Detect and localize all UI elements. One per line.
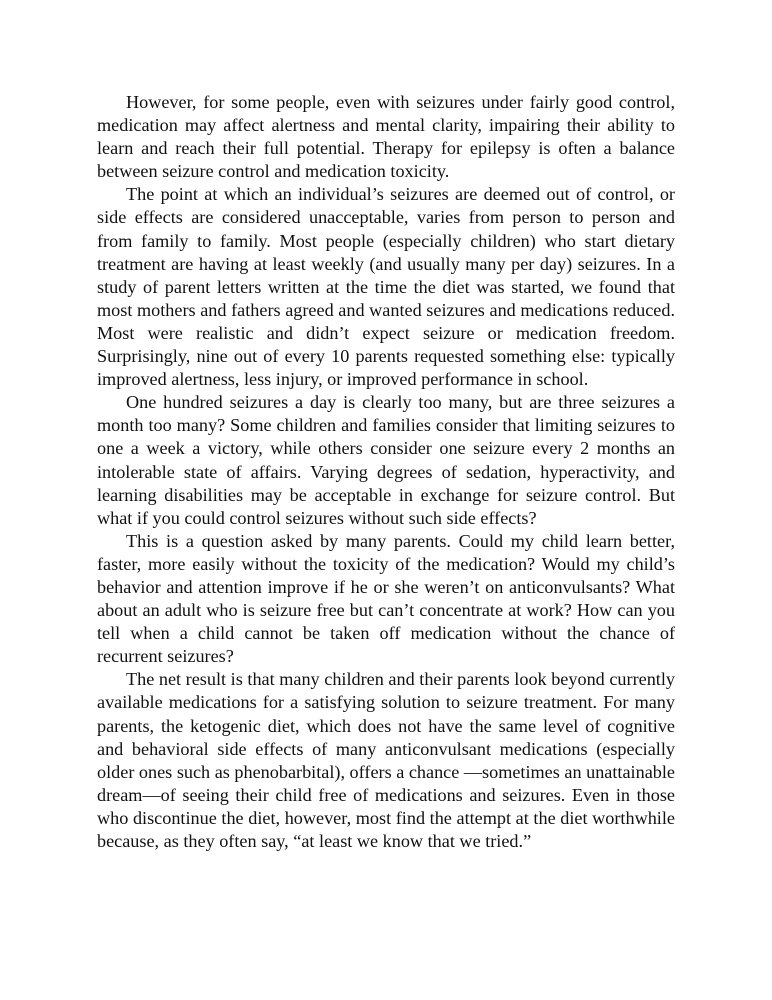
paragraph-2: The point at which an individual’s seizures are deemed out of control, or side effects are considered unacceptable, varies from person to person and from family to family. Most people (especially children) who start dietary treatment are having at least weekly (and usually many per day) seizures. In a study of parent letters written at the time the diet was started, we found that most mothers and fathers agreed and wanted seizures and medications reduced. Most were realistic and didn’t expect seizure or medication freedom. Surprisingly, nine out of every 10 parents requested something else: typically improved alertness, less injury, or improved performance in school. bbox=[97, 184, 675, 390]
paragraph-3: One hundred seizures a day is clearly too many, but are three seizures a month too many? Some children and families consider that limiting seizures to one a week a victory, while others consider one seizure every 2 months an intolerable state of affairs. Varying degrees of sedation, hyperactivity, and learning disabilities may be acceptable in exchange for seizure control. But what if you could control seizures without such side effects? bbox=[97, 392, 675, 528]
paragraph-5: The net result is that many children and their parents look beyond currently available medications for a satisfying solution to seizure treatment. For many parents, the ketogenic diet, which does not have the same level of cognitive and behavioral side effects of many anticonvulsant medications (especially older ones such as phenobarbital), offers a chance —sometimes an unattainable dream—of seeing their child free of medications and seizures. Even in those who discontinue the diet, however, most find the attempt at the diet worthwhile because, as they often say, “at least we know that we tried.” bbox=[97, 669, 675, 851]
document-body bbox=[97, 91, 675, 853]
paragraph-4: This is a question asked by many parents. Could my child learn better, faster, more easily without the toxicity of the medication? Would my child’s behavior and attention improve if he or she weren’t on anticonvulsants? What about an adult who is seizure free but can’t concentrate at work? How can you tell when a child cannot be taken off medication without the chance of recurrent seizures? bbox=[97, 530, 675, 667]
paragraph-1: However, for some people, even with seizures under fairly good control, medication may affect alertness and mental clarity, impairing their ability to learn and reach their full potential. Therapy for epilepsy is often a balance between seizure control and medication toxicity. bbox=[97, 92, 675, 182]
